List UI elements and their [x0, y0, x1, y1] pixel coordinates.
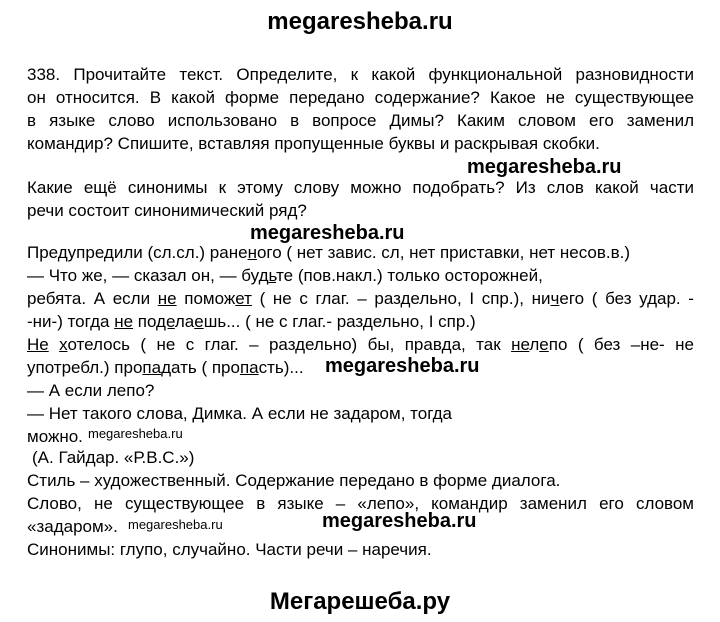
- answer-line-8: — Нет такого слова, Димка. А если не задаром, тогда: [27, 404, 452, 423]
- watermark: megaresheba.ru: [325, 355, 480, 377]
- task-line-2: он относится. В какой форме передано содержание? Какое не существующее: [27, 88, 694, 107]
- watermark-small: megaresheba.ru: [128, 517, 223, 532]
- task-line-5: Какие ещё синонимы к этому слову можно подобрать? Из слов какой части: [27, 178, 694, 197]
- task-line-6: речи состоит синонимический ряд?: [27, 201, 307, 220]
- watermark: megaresheba.ru: [467, 156, 622, 178]
- answer-line-12: Слово, не существующее в языке – «лепо», командир заменил его словом: [27, 494, 694, 513]
- answer-line-6: употребл.) пропадать ( пропасть)...: [27, 358, 304, 377]
- answer-line-9: можно.: [27, 427, 83, 446]
- watermark: megaresheba.ru: [250, 222, 405, 244]
- answer-line-10: (А. Гайдар. «Р.В.С.»): [32, 448, 195, 467]
- answer-line-11: Стиль – художественный. Содержание передано в форме диалога.: [27, 471, 561, 490]
- answer-line-5: Не хотелось ( не с глаг. – раздельно) бы, правда, так нелепо ( без –не- не: [27, 335, 694, 354]
- task-line-1: 338. Прочитайте текст. Определите, к какой функциональной разновидности: [27, 65, 694, 84]
- task-line-3: в языке слово использовано в вопросе Димы? Каким словом его заменил: [27, 111, 694, 130]
- answer-line-4: -ни-) тогда не поделаешь... ( не с глаг.- раздельно, I спр.): [27, 312, 476, 331]
- answer-line-14: Синонимы: глупо, случайно. Части речи – наречия.: [27, 540, 432, 559]
- answer-line-1: Предупредили (сл.сл.) раненого ( нет завис. сл, нет приставки, нет несов.в.): [27, 243, 631, 262]
- answer-line-13: «задаром».: [27, 517, 118, 536]
- site-header: megaresheba.ru: [267, 8, 453, 35]
- answer-line-2: — Что же, — сказал он, — будьте (пов.накл.) только осторожней,: [27, 266, 543, 285]
- answer-line-3: ребята. А если не поможет ( не с глаг. – раздельно, I спр.), ничего ( без удар. -: [27, 289, 694, 308]
- answer-line-7: — А если лепо?: [27, 381, 155, 400]
- watermark: megaresheba.ru: [322, 510, 477, 532]
- task-line-4: командир? Спишите, вставляя пропущенные буквы и раскрывая скобки.: [27, 134, 600, 153]
- watermark-small: megaresheba.ru: [88, 426, 183, 441]
- site-footer: Мегарешеба.ру: [269, 588, 451, 615]
